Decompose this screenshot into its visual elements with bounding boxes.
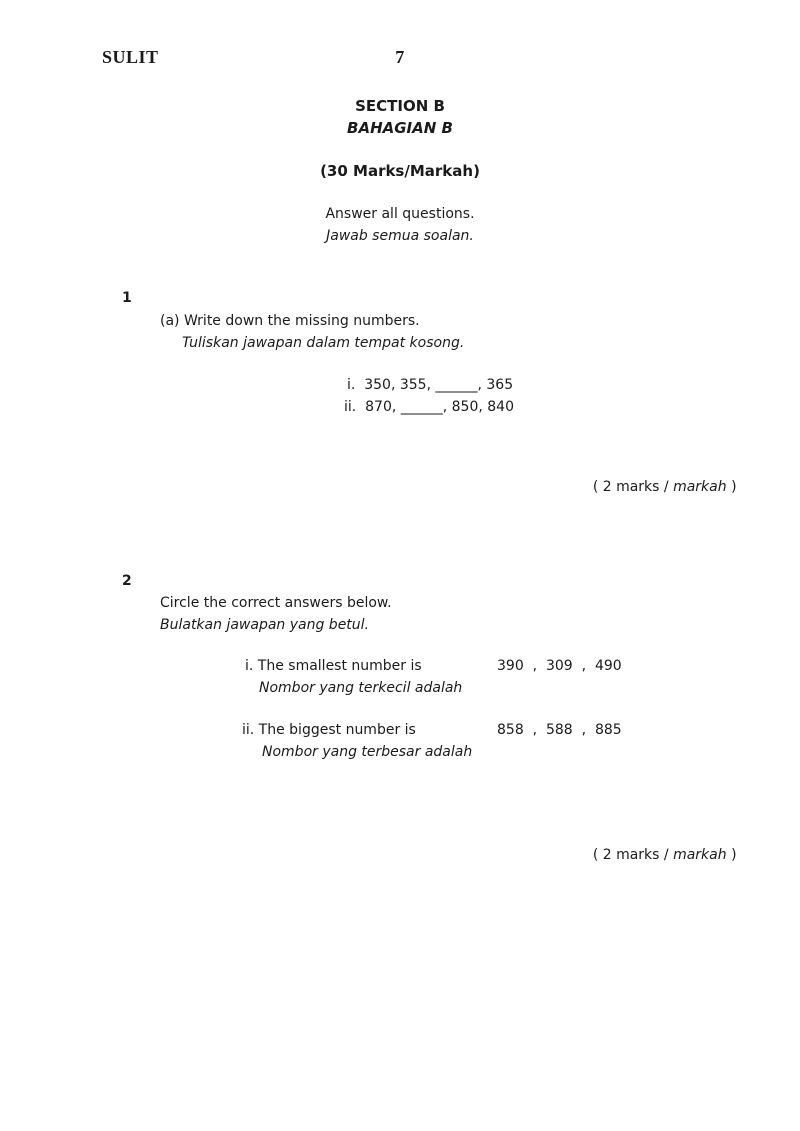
instruction-malay: Jawab semua soalan. (326, 228, 474, 244)
question2-item-i-options: 390 , 309 , 490 (497, 658, 622, 674)
question1-prompt-english: (a) Write down the missing numbers. (160, 313, 420, 329)
page-number: 7 (395, 47, 405, 67)
question1-prompt-malay: Tuliskan jawapan dalam tempat kosong. (182, 335, 465, 351)
question2-item-i-text-english: i. The smallest number is (245, 658, 422, 674)
question2-number: 2 (122, 573, 132, 589)
question2-item-ii-options: 858 , 588 , 885 (497, 722, 622, 738)
question1-marks-malay: markah (673, 478, 727, 495)
instruction-english: Answer all questions. (325, 206, 475, 222)
question2-marks-prefix: ( 2 marks / (592, 846, 674, 863)
question1-marks (575, 462, 737, 512)
section-total-marks: (30 Marks/Markah) (320, 162, 480, 180)
question2-item-i-text-malay: Nombor yang terkecil adalah (259, 680, 463, 696)
question2-prompt-english: Circle the correct answers below. (160, 595, 392, 611)
question1-marks-suffix: ) (726, 478, 737, 495)
confidential-label: SULIT (102, 47, 159, 67)
question1-marks-prefix: ( 2 marks / (592, 478, 674, 495)
question2-item-ii-text-english: ii. The biggest number is (242, 722, 416, 738)
section-title-malay: BAHAGIAN B (347, 119, 453, 137)
question1-item-i: i. 350, 355, ______, 365 (347, 377, 514, 393)
question2-marks-malay: markah (673, 846, 727, 863)
question1-number: 1 (122, 290, 132, 306)
question2-marks-suffix: ) (726, 846, 737, 863)
question2-item-ii-text-malay: Nombor yang terbesar adalah (262, 744, 473, 760)
question2-marks (575, 830, 737, 880)
section-title-english: SECTION B (355, 97, 445, 115)
question2-prompt-malay: Bulatkan jawapan yang betul. (160, 617, 370, 633)
question1-item-ii: ii. 870, ______, 850, 840 (344, 399, 514, 415)
